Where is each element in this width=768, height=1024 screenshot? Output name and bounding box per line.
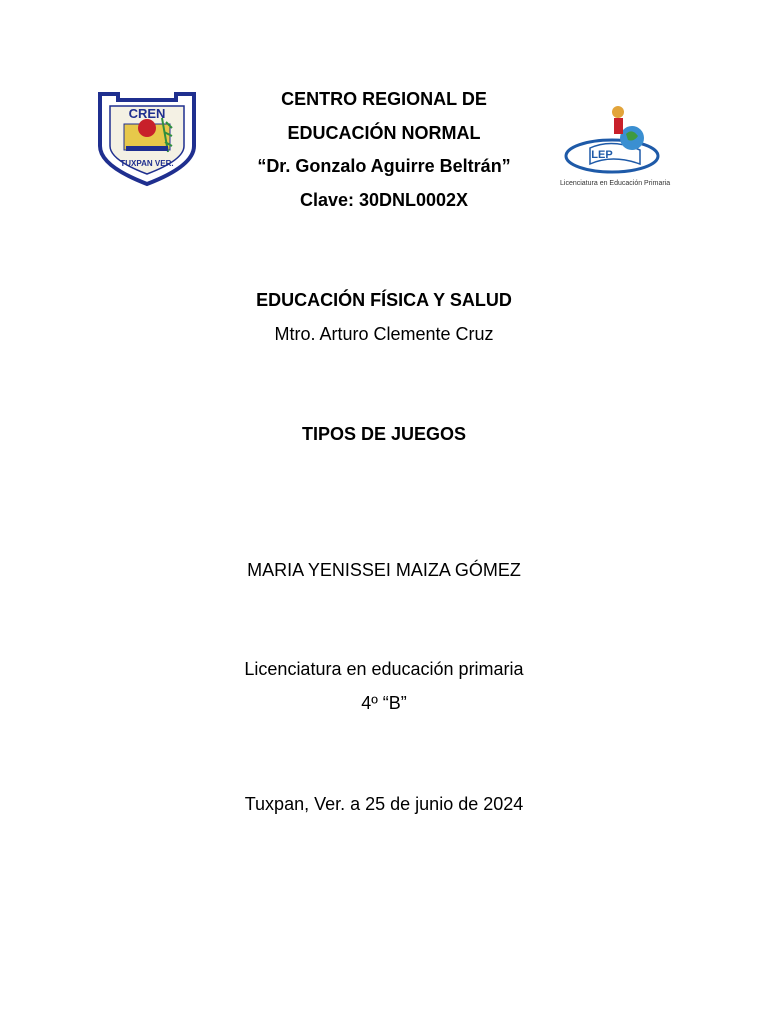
program-block [0,653,768,720]
program-group: 4º “B” [361,692,407,713]
institution-line-2: EDUCACIÓN NORMAL [287,122,481,143]
student-block [0,554,768,588]
place-date-block [0,788,768,822]
course-teacher: Mtro. Arturo Clemente Cruz [274,323,494,344]
course-title: EDUCACIÓN FÍSICA Y SALUD [256,290,512,310]
program-name: Licenciatura en educación primaria [244,659,524,679]
cren-crest-top-text: CREN [128,106,166,121]
student-name: MARIA YENISSEI MAIZA GÓMEZ [247,560,521,580]
place-date: Tuxpan, Ver. a 25 de junio de 2024 [244,794,524,814]
assignment-block [0,418,768,452]
lep-logo-caption: Licenciatura en Educación Primaria [560,180,671,187]
institution-line-1: CENTRO REGIONAL DE [281,89,487,109]
institution-line-3: “Dr. Gonzalo Aguirre Beltrán” [257,156,511,176]
lep-logo-letters: LEP [591,149,613,161]
cren-crest-bottom-text: TUXPAN VER. [120,159,174,168]
course-block [0,284,768,351]
assignment-title: TIPOS DE JUEGOS [301,424,467,444]
institution-line-4: Clave: 30DNL0002X [299,189,469,210]
institution-header [0,83,768,217]
